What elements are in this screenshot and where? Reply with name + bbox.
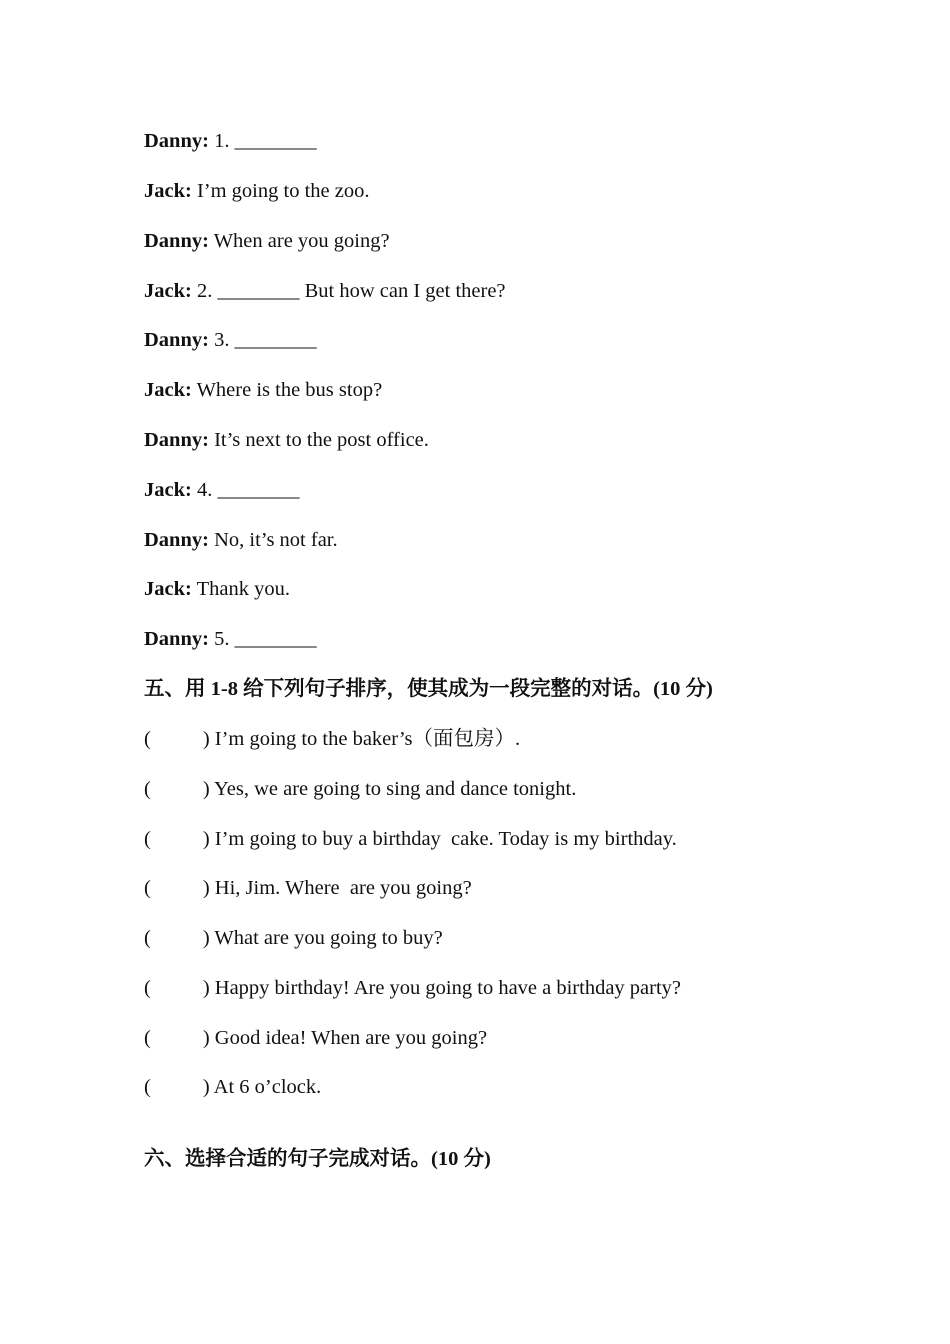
answer-paren-close: ): [202, 1076, 210, 1098]
sentence-text: I’m going to the baker’s（面包房）.: [209, 728, 521, 750]
section-6-heading: 六、选择合适的句子完成对话。(10 分): [144, 1148, 491, 1170]
ordering-item: [144, 875, 472, 901]
answer-paren-open[interactable]: (: [144, 927, 151, 949]
line-text: Where is the bus stop?: [191, 379, 383, 401]
speaker: Jack:: [144, 379, 192, 401]
line-text: 2. ________ But how can I get there?: [191, 280, 506, 302]
sentence-text: Hi, Jim. Where are you going?: [209, 877, 472, 899]
line-text: Thank you.: [191, 578, 290, 600]
speaker: Danny:: [144, 628, 209, 650]
sentence-text: I’m going to buy a birthday cake. Today is my birthday.: [209, 828, 677, 850]
sentence-text: Good idea! When are you going?: [209, 1027, 488, 1049]
ordering-item: [144, 1074, 321, 1100]
dialogue-line: [144, 327, 317, 353]
line-text: It’s next to the post office.: [208, 429, 429, 451]
speaker: Danny:: [144, 529, 209, 551]
answer-paren-open[interactable]: (: [144, 778, 151, 800]
ordering-item: [144, 1025, 487, 1051]
dialogue-line: [144, 477, 299, 503]
dialogue-line: [144, 576, 290, 602]
ordering-item: [144, 726, 520, 752]
line-text: When are you going?: [208, 230, 390, 252]
dialogue-line: [144, 527, 338, 553]
sentence-text: What are you going to buy?: [209, 927, 443, 949]
dialogue-line: [144, 128, 317, 154]
line-text: 1. ________: [208, 130, 317, 152]
answer-paren-close: ): [202, 728, 210, 750]
answer-paren-close: ): [202, 977, 210, 999]
line-text: 3. ________: [208, 329, 317, 351]
sentence-text: Happy birthday! Are you going to have a birthday party?: [209, 977, 682, 999]
speaker: Jack:: [144, 578, 192, 600]
answer-paren-close: ): [202, 877, 210, 899]
dialogue-line: [144, 626, 317, 652]
line-text: I’m going to the zoo.: [191, 180, 370, 202]
answer-paren-close: ): [202, 1027, 210, 1049]
line-text: No, it’s not far.: [208, 529, 338, 551]
answer-paren-close: ): [202, 828, 210, 850]
speaker: Jack:: [144, 180, 192, 202]
answer-paren-close: ): [202, 778, 210, 800]
answer-paren-open[interactable]: (: [144, 977, 151, 999]
speaker: Danny:: [144, 329, 209, 351]
answer-paren-open[interactable]: (: [144, 1027, 151, 1049]
sentence-text: Yes, we are going to sing and dance tonight.: [209, 778, 577, 800]
ordering-item: [144, 826, 677, 852]
speaker: Jack:: [144, 280, 192, 302]
answer-paren-open[interactable]: (: [144, 828, 151, 850]
answer-paren-open[interactable]: (: [144, 877, 151, 899]
line-text: 4. ________: [191, 479, 300, 501]
dialogue-line: [144, 278, 506, 304]
ordering-item: [144, 925, 443, 951]
sentence-text: At 6 o’clock.: [209, 1076, 322, 1098]
ordering-item: [144, 975, 681, 1001]
speaker: Jack:: [144, 479, 192, 501]
ordering-item: [144, 776, 576, 802]
dialogue-line: [144, 228, 390, 254]
answer-paren-open[interactable]: (: [144, 1076, 151, 1098]
section-5-heading: 五、用 1-8 给下列句子排序，使其成为一段完整的对话。(10 分): [144, 678, 713, 700]
answer-paren-open[interactable]: (: [144, 728, 151, 750]
speaker: Danny:: [144, 130, 209, 152]
speaker: Danny:: [144, 230, 209, 252]
dialogue-line: [144, 377, 382, 403]
answer-paren-close: ): [202, 927, 210, 949]
dialogue-line: [144, 178, 369, 204]
line-text: 5. ________: [208, 628, 317, 650]
dialogue-line: [144, 427, 429, 453]
speaker: Danny:: [144, 429, 209, 451]
